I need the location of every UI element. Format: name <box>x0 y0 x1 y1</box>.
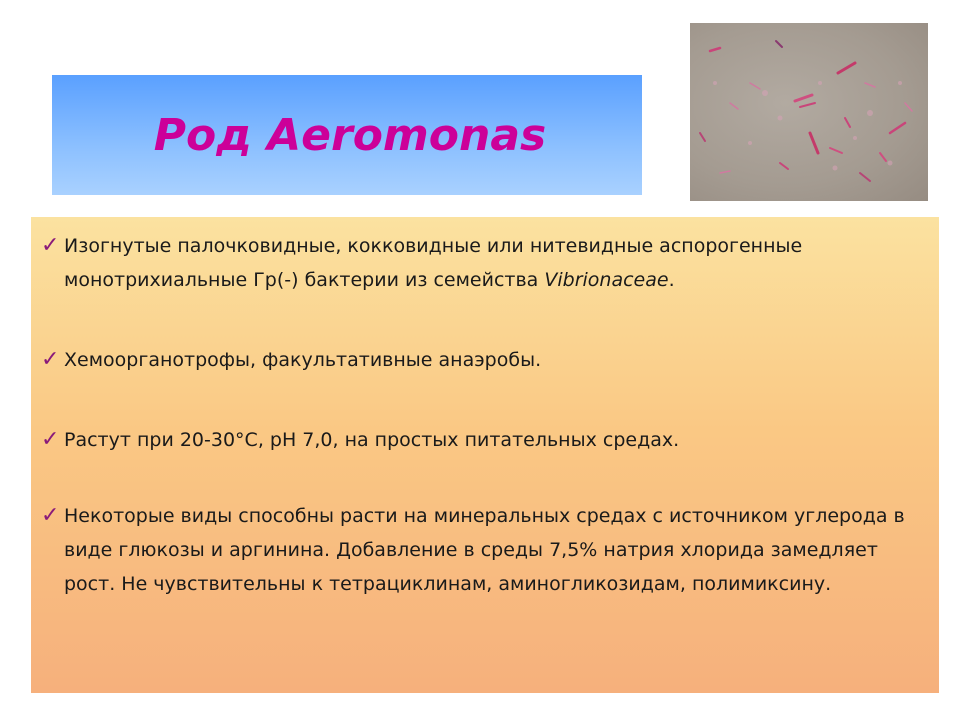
content-panel <box>31 217 939 693</box>
bacteria-image <box>690 23 928 201</box>
bullet-text: Хемоорганотрофы, факультативные анаэробы. <box>64 349 542 371</box>
slide-title: Род Aeromonas <box>153 109 547 161</box>
microscope-photo <box>690 23 928 201</box>
title-banner <box>52 75 642 195</box>
bullet-italic-text: Vibrionaceae <box>544 269 669 291</box>
checkmark-icon: ✓ <box>41 347 60 372</box>
bullet-text: Изогнутые палочковидные, кокковидные или нитевидные аспорогенные монотрихиальные Гр(-) бактерии из семейства <box>64 235 803 291</box>
checkmark-icon: ✓ <box>41 427 60 452</box>
bullet-text-end: . <box>668 269 675 291</box>
bullet-text: Растут при 20-30°С, рН 7,0, на простых питательных средах. <box>64 429 680 451</box>
bullet-text: Некоторые виды способны расти на минеральных средах с источником углерода в виде глюкозы и аргинина. Добавление в среды 7,5% натрия хлорида замедляет рост. Не чувствительны к тетрациклинам, аминогликозидам, полимиксину. <box>64 505 905 595</box>
checkmark-icon: ✓ <box>41 233 60 258</box>
checkmark-icon: ✓ <box>41 503 60 528</box>
